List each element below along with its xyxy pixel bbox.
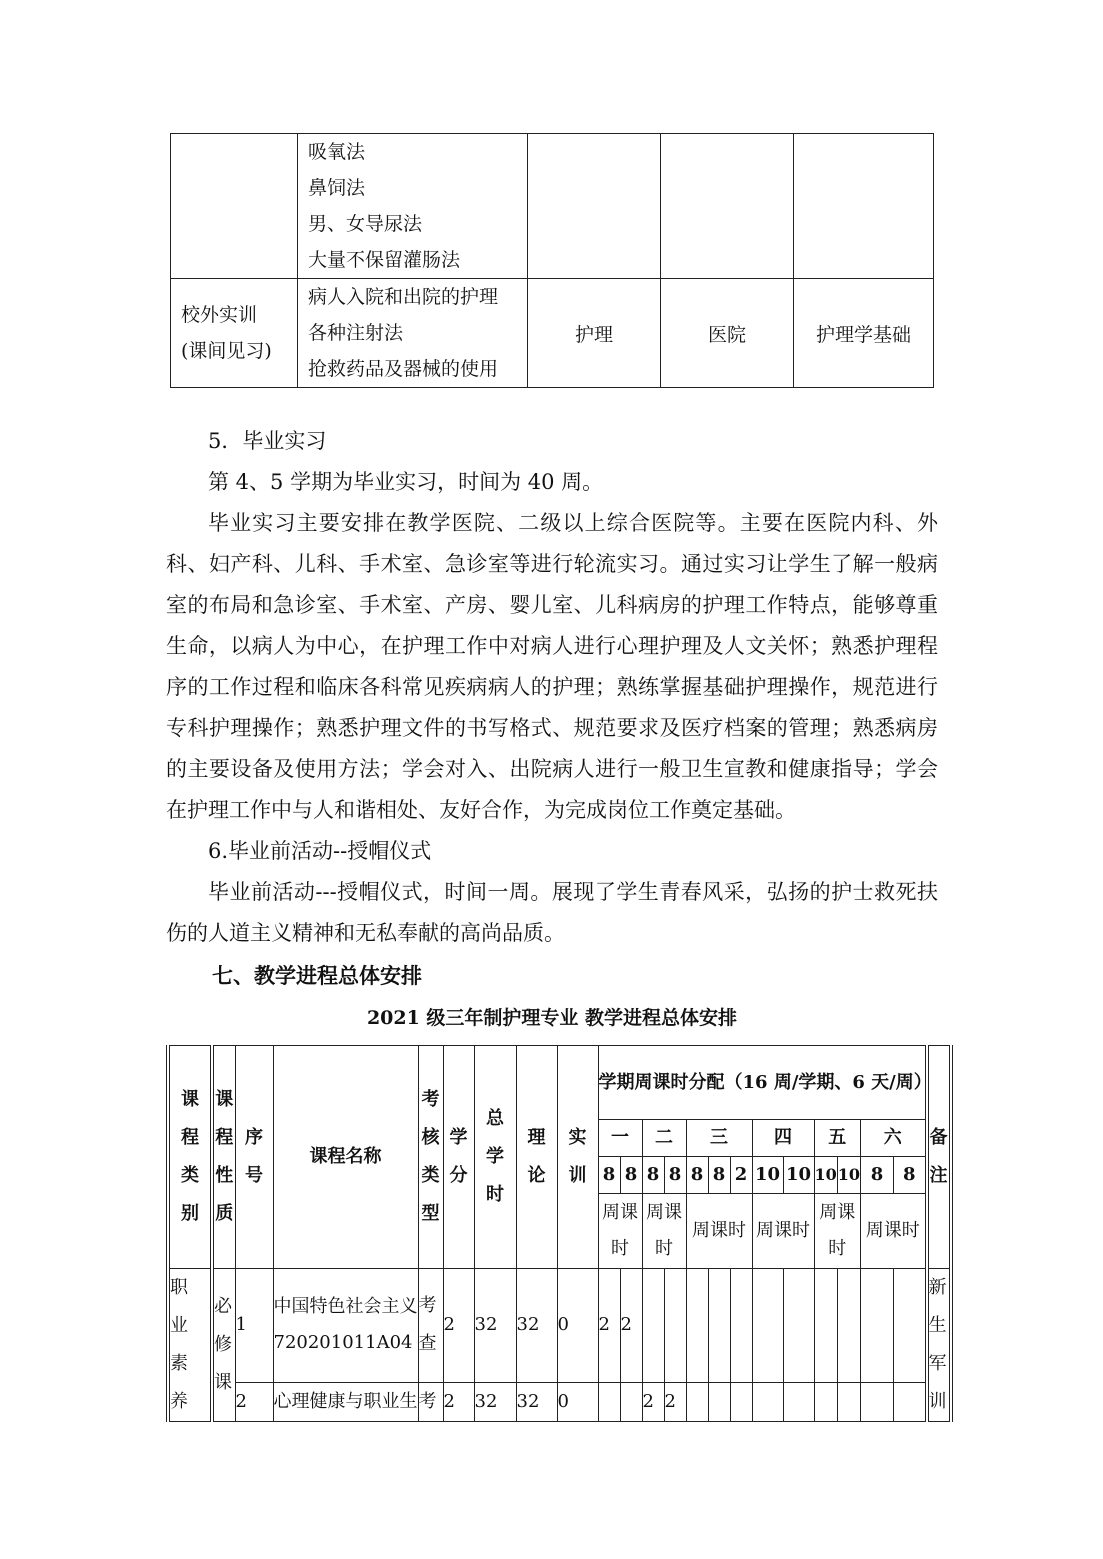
list-item: 抢救药品及器械的使用 xyxy=(308,358,499,380)
cell-week xyxy=(814,1269,837,1383)
weeks-cell: 10 xyxy=(814,1157,837,1194)
header-distribution: 学期周课时分配（16 周/学期、6 天/周） xyxy=(598,1046,927,1120)
cell-major: 护理 xyxy=(528,279,661,388)
unit-cell: 周课时 xyxy=(861,1194,927,1269)
cell-seq: 2 xyxy=(235,1382,273,1421)
header-category: 课程类别 xyxy=(168,1046,212,1269)
weeks-cell: 8 xyxy=(861,1157,894,1194)
weeks-cell: 8 xyxy=(708,1157,730,1194)
weeks-cell: 8 xyxy=(686,1157,708,1194)
weeks-cell: 8 xyxy=(664,1157,686,1194)
cell-week xyxy=(708,1269,730,1383)
header-theory: 理论 xyxy=(516,1046,557,1269)
cell-week xyxy=(686,1382,708,1421)
table-row xyxy=(171,279,934,388)
cell-practice: 0 xyxy=(557,1269,598,1383)
header-nature: 课程性质 xyxy=(212,1046,235,1269)
cell-seq: 1 xyxy=(235,1269,273,1383)
cell-week xyxy=(686,1269,708,1383)
list-item: 吸氧法 xyxy=(308,141,366,163)
cell-empty xyxy=(794,134,934,279)
table-row xyxy=(168,1269,951,1383)
cell-week xyxy=(837,1269,860,1383)
cell-credit: 2 xyxy=(443,1269,474,1383)
cell-credit: 2 xyxy=(443,1382,474,1421)
training-type xyxy=(171,279,298,388)
cell-week xyxy=(752,1382,783,1421)
term-6: 六 xyxy=(861,1120,927,1157)
weeks-cell: 8 xyxy=(894,1157,927,1194)
cell-week xyxy=(752,1269,783,1383)
unit-cell: 周课时 xyxy=(814,1194,861,1269)
paragraph: 毕业前活动---授帽仪式，时间一周。展现了学生青春风采，弘扬的护士救死扶伤的人道主义精神和无私奉献的高尚品质。 xyxy=(166,880,938,945)
section-5 xyxy=(166,421,938,954)
weeks-cell: 8 xyxy=(642,1157,664,1194)
cell-location: 医院 xyxy=(661,279,794,388)
cell-week: 2 xyxy=(642,1382,664,1421)
practice-table xyxy=(170,133,934,388)
term-4: 四 xyxy=(752,1120,814,1157)
unit-cell: 周课时 xyxy=(752,1194,814,1269)
term-2: 二 xyxy=(642,1120,686,1157)
table-row xyxy=(171,134,934,279)
schedule-table xyxy=(166,1045,953,1422)
table-caption: 2021 级三年制护理专业 教学进程总体安排 xyxy=(366,1007,738,1029)
cell-exam: 考 xyxy=(418,1382,443,1421)
header-row xyxy=(168,1046,951,1120)
cell-week xyxy=(861,1382,894,1421)
list-item: 病人入院和出院的护理 xyxy=(308,286,499,308)
cell-week: 2 xyxy=(620,1269,642,1383)
cell-name: 心理健康与职业生 xyxy=(273,1382,418,1421)
training-type-label: 校外实训 xyxy=(181,304,258,326)
section-heading: 5．毕业实习 xyxy=(208,429,327,453)
cell-week xyxy=(730,1269,752,1383)
header-credit: 学分 xyxy=(443,1046,474,1269)
cell-week xyxy=(837,1382,860,1421)
cell-total: 32 xyxy=(474,1269,516,1383)
cell-week xyxy=(894,1382,927,1421)
cell-name: 中国特色社会主义720201011A04 xyxy=(273,1269,418,1383)
header-seq: 序号 xyxy=(235,1046,273,1269)
section-heading: 6.毕业前活动--授帽仪式 xyxy=(208,839,432,863)
header-name: 课程名称 xyxy=(273,1046,418,1269)
cell-nature: 必修课 xyxy=(212,1269,235,1422)
table-row xyxy=(168,1382,951,1421)
term-5: 五 xyxy=(814,1120,861,1157)
cell-theory: 32 xyxy=(516,1382,557,1421)
cell-empty xyxy=(661,134,794,279)
unit-cell: 周课时 xyxy=(598,1194,642,1269)
paragraph: 第 4、5 学期为毕业实习，时间为 40 周。 xyxy=(208,470,604,494)
weeks-cell: 10 xyxy=(837,1157,860,1194)
header-exam: 考核类型 xyxy=(418,1046,443,1269)
weeks-cell: 8 xyxy=(620,1157,642,1194)
cell-week xyxy=(730,1382,752,1421)
cell-week xyxy=(708,1382,730,1421)
cell-theory: 32 xyxy=(516,1269,557,1383)
cell-empty xyxy=(171,134,298,279)
cell-week xyxy=(598,1382,620,1421)
cell-total: 32 xyxy=(474,1382,516,1421)
header-remark: 备注 xyxy=(927,1046,951,1269)
cell-category: 职业素养 xyxy=(168,1269,212,1422)
unit-cell: 周课时 xyxy=(686,1194,752,1269)
list-item: 各种注射法 xyxy=(308,322,404,344)
list-item: 男、女导尿法 xyxy=(308,213,423,235)
section-7-heading: 七、教学进程总体安排 xyxy=(212,963,422,988)
cell-week xyxy=(783,1269,814,1383)
list-item: 鼻饲法 xyxy=(308,177,366,199)
cell-course: 护理学基础 xyxy=(794,279,934,388)
cell-remark: 新生军训 xyxy=(927,1269,951,1422)
cell-week: 2 xyxy=(598,1269,620,1383)
term-1: 一 xyxy=(598,1120,642,1157)
weeks-cell: 8 xyxy=(598,1157,620,1194)
header-total: 总学时 xyxy=(474,1046,516,1269)
training-type-label-2: (课间见习) xyxy=(181,340,272,362)
list-item: 大量不保留灌肠法 xyxy=(308,249,461,271)
cell-week xyxy=(620,1382,642,1421)
cell-week xyxy=(814,1382,837,1421)
cell-week xyxy=(861,1269,894,1383)
cell-week xyxy=(642,1269,664,1383)
item-list xyxy=(298,134,528,279)
item-list xyxy=(298,279,528,388)
unit-cell: 周课时 xyxy=(642,1194,686,1269)
cell-week xyxy=(894,1269,927,1383)
cell-empty xyxy=(528,134,661,279)
term-3: 三 xyxy=(686,1120,752,1157)
cell-week: 2 xyxy=(664,1382,686,1421)
cell-exam: 考查 xyxy=(418,1269,443,1383)
cell-practice: 0 xyxy=(557,1382,598,1421)
cell-week xyxy=(783,1382,814,1421)
weeks-cell: 2 xyxy=(730,1157,752,1194)
cell-week xyxy=(664,1269,686,1383)
header-practice: 实训 xyxy=(557,1046,598,1269)
weeks-cell: 10 xyxy=(783,1157,814,1194)
weeks-cell: 10 xyxy=(752,1157,783,1194)
paragraph: 毕业实习主要安排在教学医院、二级以上综合医院等。主要在医院内科、外科、妇产科、儿科、手术室、急诊室等进行轮流实习。通过实习让学生了解一般病室的布局和急诊室、手术室、产房、婴儿室、儿科病房的护理工作特点，能够尊重生命，以病人为中心，在护理工作中对病人进行心理护理及人文关怀；熟悉护理程序的工作过程和临床各科常见疾病病人的护理；熟练掌握基础护理操作，规范进行专科护理操作；熟悉护理文件的书写格式、规范要求及医疗档案的管理；熟悉病房的主要设备及使用方法；学会对入、出院病人进行一般卫生宣教和健康指导；学会在护理工作中与人和谐相处、友好合作，为完成岗位工作奠定基础。 xyxy=(166,511,938,822)
